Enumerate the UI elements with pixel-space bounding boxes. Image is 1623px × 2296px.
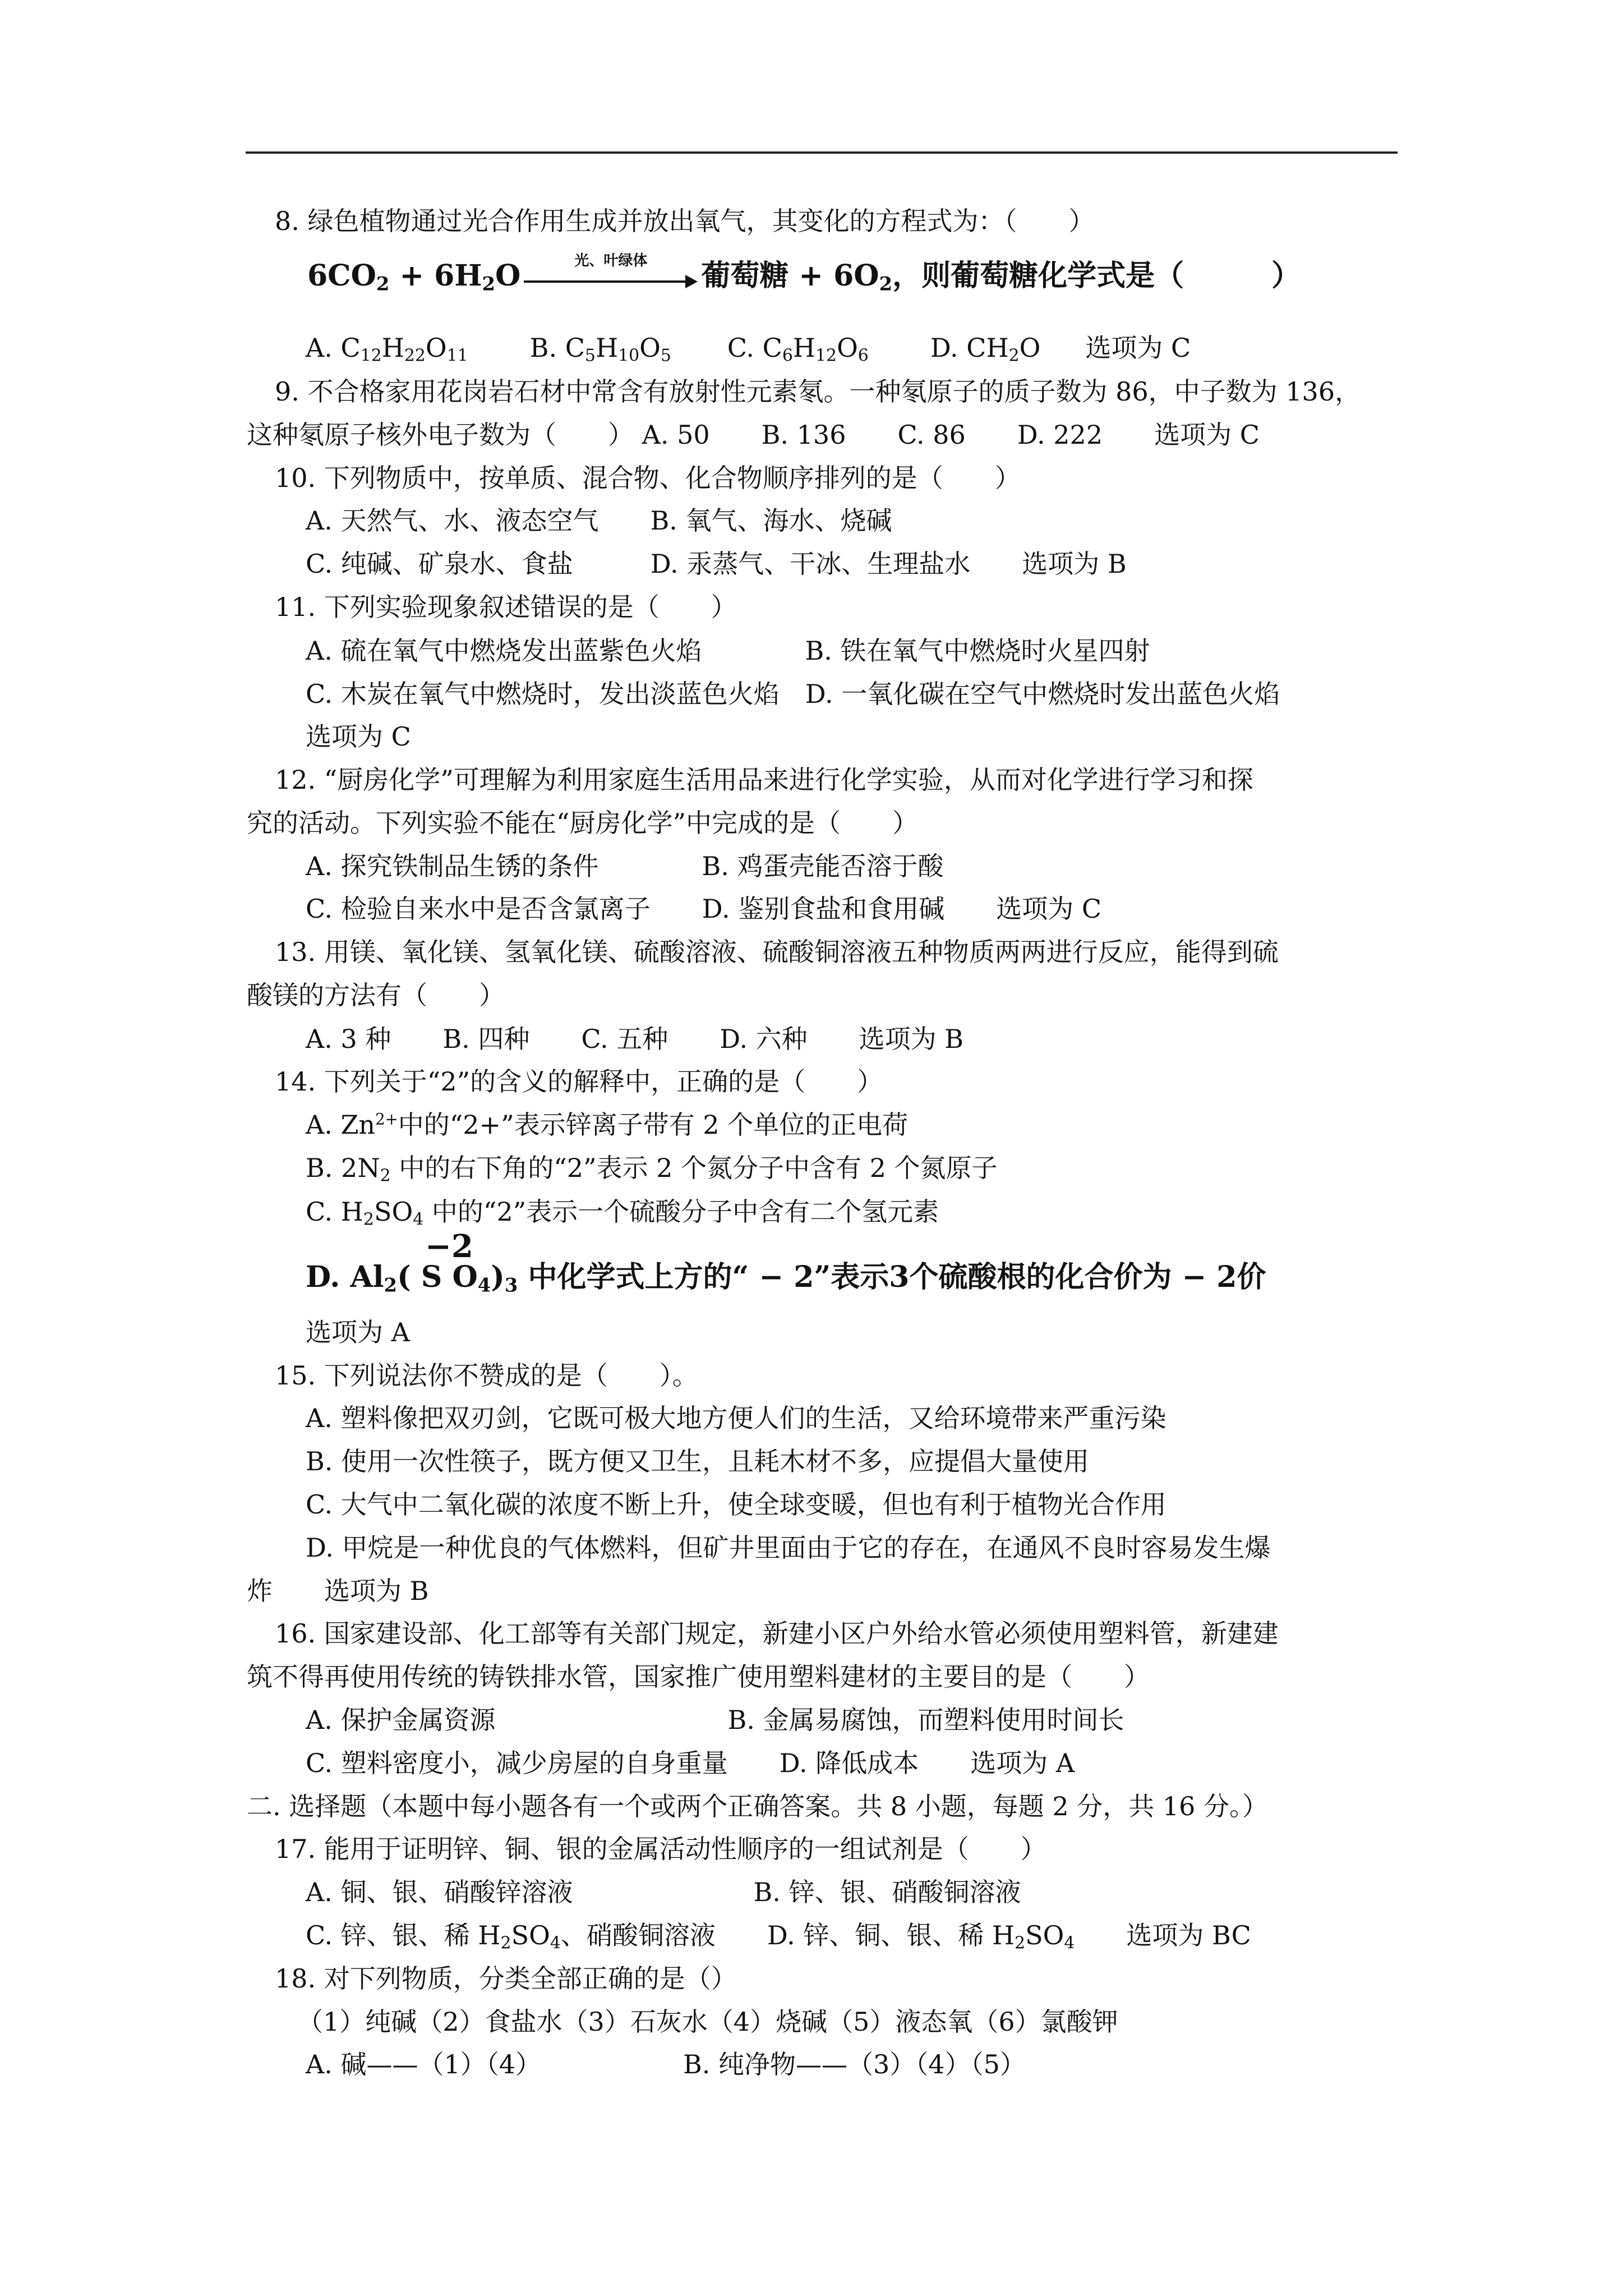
q18-items: （1）纯碱（2）食盐水（3）石灰水（4）烧碱（5）液态氧（6）氯酸钾 bbox=[297, 2007, 1118, 2037]
q11-options-ab: A. 硫在氧气中燃烧发出蓝紫色火焰 B. 铁在氧气中燃烧时火星四射 bbox=[306, 636, 1150, 666]
q9-line1: 9. 不合格家用花岗岩石材中常含有放射性元素氡。一种氡原子的质子数为 86，中子数为 136， bbox=[275, 376, 1361, 407]
q15-option-c: C. 大气中二氧化碳的浓度不断上升，使全球变暖，但也有利于植物光合作用 bbox=[306, 1489, 1166, 1520]
q18-options-ab: A. 碱——（1）（4） B. 纯净物——（3）（4）（5） bbox=[306, 2049, 1026, 2079]
q11-answer: 选项为 C bbox=[306, 721, 411, 752]
q10-stem: 10. 下列物质中，按单质、混合物、化合物顺序排列的是（ ） bbox=[275, 463, 1021, 493]
q12-options-ab: A. 探究铁制品生锈的条件 B. 鸡蛋壳能否溶于酸 bbox=[306, 851, 944, 881]
q14-stem: 14. 下列关于“2”的含义的解释中，正确的是（ ） bbox=[275, 1066, 883, 1097]
q14-option-d-valence: −2 bbox=[425, 1228, 473, 1265]
q8-equation: $6CO_2 + 6H_2O$ 光、叶绿体 葡萄糖 + $6O_2$，则葡萄糖化学式是（ ） bbox=[307, 252, 1301, 295]
q12-line1: 12. “厨房化学”可理解为利用家庭生活用品来进行化学实验，从而对化学进行学习和探 bbox=[275, 765, 1253, 795]
q11-options-cd: C. 木炭在氧气中燃烧时，发出淡蓝色火焰 D. 一氧化碳在空气中燃烧时发出蓝色火焰 bbox=[306, 679, 1280, 709]
q14-answer: 选项为 A bbox=[306, 1317, 410, 1347]
q14-option-d: D. $Al_2$( S $O_4)_3$ 中化学式上方的“ − 2”表示3个硫酸根的化合价为 − 2价 bbox=[306, 1260, 1266, 1296]
q16-line2: 筑不得再使用传统的铸铁排水管，国家推广使用塑料建材的主要目的是（ ） bbox=[247, 1662, 1150, 1692]
q16-line1: 16. 国家建设部、化工部等有关部门规定，新建小区户外给水管必须使用塑料管，新建建 bbox=[275, 1618, 1279, 1649]
q16-options-cd: C. 塑料密度小，减少房屋的自身重量 D. 降低成本 选项为 A bbox=[306, 1748, 1075, 1778]
q13-line2: 酸镁的方法有（ ） bbox=[247, 980, 505, 1010]
q12-options-cd: C. 检验自来水中是否含氯离子 D. 鉴别食盐和食用碱 选项为 C bbox=[306, 894, 1102, 924]
q8-options: A. $C_{12}H_{22}O_{11}$ B. $C_5H_{10}O_5$ C. $C_6H_{12}O_6$ D. $CH_2O$ 选项为 C bbox=[306, 333, 1191, 366]
q15-option-d-cont: 炸 选项为 B bbox=[247, 1576, 429, 1606]
q15-option-d: D. 甲烷是一种优良的气体燃料，但矿井里面由于它的存在，在通风不良时容易发生爆 bbox=[306, 1533, 1271, 1563]
q15-option-a: A. 塑料像把双刃剑，它既可极大地方便人们的生活，又给环境带来严重污染 bbox=[306, 1403, 1166, 1433]
q17-options-ab: A. 铜、银、硝酸锌溶液 B. 锌、银、硝酸铜溶液 bbox=[306, 1877, 1021, 1907]
q10-options-ab: A. 天然气、水、液态空气 B. 氧气、海水、烧碱 bbox=[306, 505, 892, 536]
q16-options-ab: A. 保护金属资源 B. 金属易腐蚀，而塑料使用时间长 bbox=[306, 1705, 1124, 1735]
reaction-arrow-icon: 光、叶绿体 bbox=[524, 267, 698, 289]
q14-option-c: C. $H_2SO_4$ 中的“2”表示一个硫酸分子中含有二个氢元素 bbox=[306, 1197, 939, 1230]
header-rule bbox=[246, 151, 1398, 154]
q15-option-b: B. 使用一次性筷子，既方便又卫生，且耗木材不多，应提倡大量使用 bbox=[306, 1446, 1090, 1476]
section-two-heading: 二. 选择题（本题中每小题各有一个或两个正确答案。共 8 小题，每题 2 分，共 16 分。） bbox=[247, 1791, 1269, 1821]
q17-stem: 17. 能用于证明锌、铜、银的金属活动性顺序的一组试剂是（ ） bbox=[275, 1834, 1046, 1864]
q15-stem: 15. 下列说法你不赞成的是（ ）。 bbox=[275, 1360, 698, 1391]
q10-options-cd: C. 纯碱、矿泉水、食盐 D. 汞蒸气、干冰、生理盐水 选项为 B bbox=[306, 549, 1127, 579]
q9-line2: 这种氡原子核外电子数为（ ） A. 50 B. 136 C. 86 D. 222 选项为 C bbox=[247, 420, 1260, 450]
q18-stem: 18. 对下列物质，分类全部正确的是（） bbox=[275, 1963, 737, 1994]
q17-options-cd: C. 锌、银、稀 $H_2SO_4$、硝酸铜溶液 D. 锌、铜、银、稀 $H_2SO_4$ 选项为 BC bbox=[306, 1920, 1251, 1953]
q11-stem: 11. 下列实验现象叙述错误的是（ ） bbox=[275, 592, 737, 622]
q13-line1: 13. 用镁、氧化镁、氢氧化镁、硫酸溶液、硫酸铜溶液五种物质两两进行反应，能得到硫 bbox=[275, 937, 1279, 967]
q14-option-a: A. $Zn^{2+}$中的“2+”表示锌离子带有 2 个单位的正电荷 bbox=[306, 1110, 909, 1140]
q13-options: A. 3 种 B. 四种 C. 五种 D. 六种 选项为 B bbox=[306, 1024, 964, 1054]
q12-line2: 究的活动。下列实验不能在“厨房化学”中完成的是（ ） bbox=[247, 808, 919, 838]
q14-option-b: B. $2N_2$ 中的右下角的“2”表示 2 个氮分子中含有 2 个氮原子 bbox=[306, 1153, 998, 1186]
q8-stem: 8. 绿色植物通过光合作用生成并放出氧气，其变化的方程式为：（ ） bbox=[275, 206, 1095, 236]
